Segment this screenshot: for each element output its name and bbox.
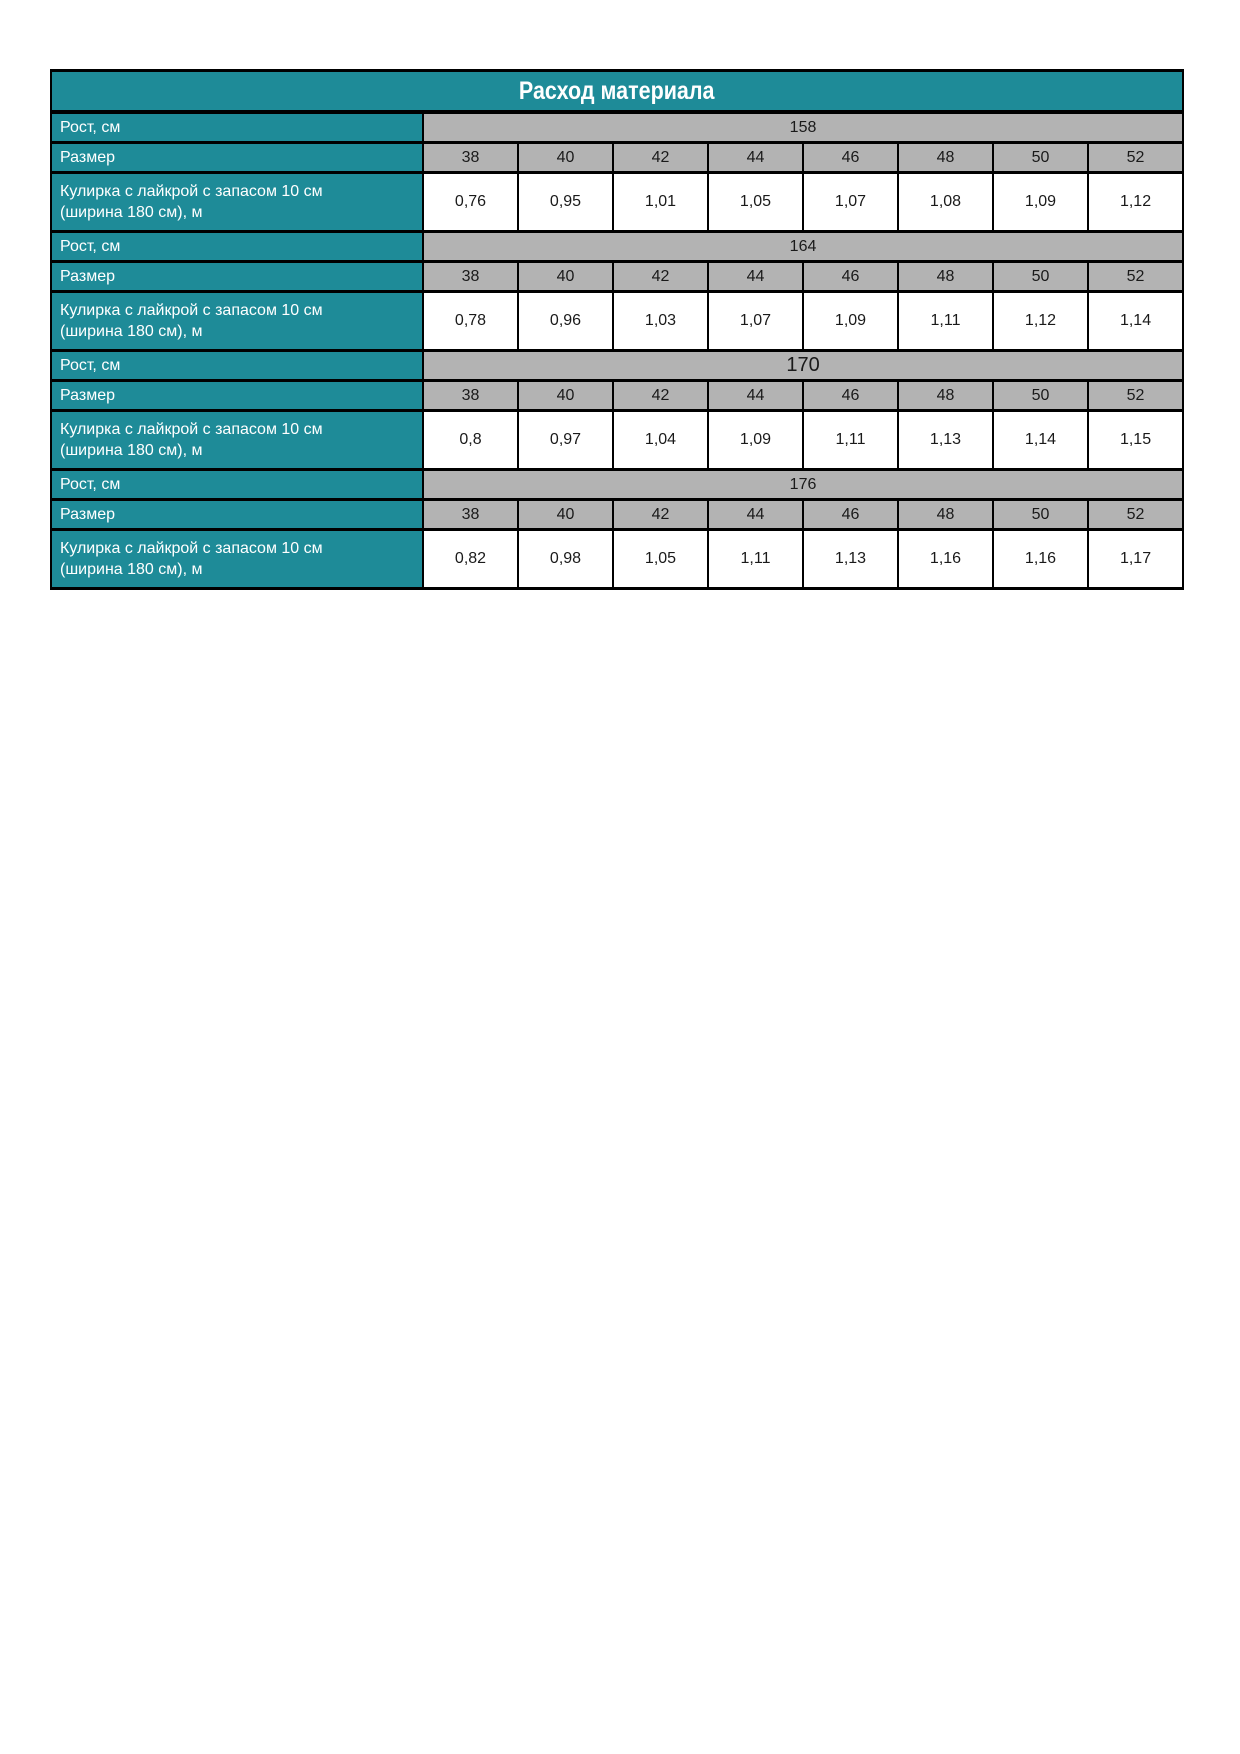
consumption-value-cell: 1,09 <box>708 411 803 470</box>
fabric-label-line1: Кулирка с лайкрой с запасом 10 см <box>60 302 323 319</box>
size-header-cell: 48 <box>898 262 993 292</box>
fabric-row <box>51 292 1183 351</box>
height-row <box>51 470 1183 500</box>
consumption-value-cell: 0,95 <box>518 173 613 232</box>
height-label-cell: Рост, см <box>51 232 423 262</box>
size-header-cell: 48 <box>898 381 993 411</box>
size-header-cell: 38 <box>423 262 518 292</box>
consumption-value-cell: 1,16 <box>993 530 1088 589</box>
fabric-label-line1: Кулирка с лайкрой с запасом 10 см <box>60 421 323 438</box>
size-header-cell: 38 <box>423 143 518 173</box>
fabric-row <box>51 530 1183 589</box>
consumption-value-cell: 1,08 <box>898 173 993 232</box>
consumption-value-cell: 0,96 <box>518 292 613 351</box>
size-header-cell: 44 <box>708 143 803 173</box>
size-header-cell: 46 <box>803 500 898 530</box>
consumption-value-cell: 0,78 <box>423 292 518 351</box>
size-row <box>51 500 1183 530</box>
consumption-value-cell: 1,07 <box>708 292 803 351</box>
consumption-value-cell: 1,13 <box>898 411 993 470</box>
size-header-cell: 44 <box>708 262 803 292</box>
consumption-value-cell: 1,07 <box>803 173 898 232</box>
fabric-label-line1: Кулирка с лайкрой с запасом 10 см <box>60 540 323 557</box>
consumption-table-body <box>51 71 1183 589</box>
fabric-label-cell <box>51 530 423 589</box>
size-label-cell: Размер <box>51 143 423 173</box>
size-header-cell: 38 <box>423 500 518 530</box>
size-header-cell: 42 <box>613 500 708 530</box>
size-header-cell: 42 <box>613 262 708 292</box>
consumption-value-cell: 1,11 <box>803 411 898 470</box>
consumption-value-cell: 1,16 <box>898 530 993 589</box>
size-header-cell: 50 <box>993 381 1088 411</box>
consumption-value-cell: 1,09 <box>803 292 898 351</box>
size-header-cell: 50 <box>993 500 1088 530</box>
height-label-cell: Рост, см <box>51 351 423 381</box>
consumption-value-cell: 1,01 <box>613 173 708 232</box>
height-label-cell: Рост, см <box>51 470 423 500</box>
size-label-cell: Размер <box>51 500 423 530</box>
size-header-cell: 40 <box>518 381 613 411</box>
size-header-cell: 52 <box>1088 262 1183 292</box>
size-row <box>51 381 1183 411</box>
fabric-label-line2: (ширина 180 см), м <box>60 561 203 578</box>
size-header-cell: 52 <box>1088 381 1183 411</box>
size-row <box>51 262 1183 292</box>
height-value-band: 170 <box>423 351 1183 381</box>
size-header-cell: 42 <box>613 381 708 411</box>
fabric-row <box>51 411 1183 470</box>
size-header-cell: 44 <box>708 500 803 530</box>
table-title <box>51 71 1183 113</box>
title-row <box>51 71 1183 113</box>
consumption-value-cell: 1,05 <box>613 530 708 589</box>
size-header-cell: 38 <box>423 381 518 411</box>
size-header-cell: 42 <box>613 143 708 173</box>
fabric-label-line2: (ширина 180 см), м <box>60 442 203 459</box>
height-value-band: 158 <box>423 112 1183 143</box>
consumption-value-cell: 0,76 <box>423 173 518 232</box>
height-value-band: 176 <box>423 470 1183 500</box>
size-header-cell: 40 <box>518 262 613 292</box>
height-value-band: 164 <box>423 232 1183 262</box>
consumption-value-cell: 0,98 <box>518 530 613 589</box>
consumption-value-cell: 1,17 <box>1088 530 1183 589</box>
consumption-value-cell: 1,15 <box>1088 411 1183 470</box>
size-header-cell: 46 <box>803 262 898 292</box>
consumption-value-cell: 0,82 <box>423 530 518 589</box>
fabric-label-cell <box>51 173 423 232</box>
fabric-label-line1: Кулирка с лайкрой с запасом 10 см <box>60 183 323 200</box>
table-title-text: Расход материала <box>519 76 715 105</box>
consumption-value-cell: 1,14 <box>1088 292 1183 351</box>
height-row <box>51 232 1183 262</box>
height-row <box>51 112 1183 143</box>
size-label-cell: Размер <box>51 262 423 292</box>
consumption-value-cell: 0,97 <box>518 411 613 470</box>
consumption-value-cell: 1,12 <box>1088 173 1183 232</box>
consumption-value-cell: 1,14 <box>993 411 1088 470</box>
size-label-cell: Размер <box>51 381 423 411</box>
size-header-cell: 48 <box>898 143 993 173</box>
fabric-label-line2: (ширина 180 см), м <box>60 323 203 340</box>
consumption-value-cell: 1,12 <box>993 292 1088 351</box>
consumption-value-cell: 1,13 <box>803 530 898 589</box>
size-header-cell: 46 <box>803 381 898 411</box>
size-header-cell: 40 <box>518 500 613 530</box>
size-header-cell: 52 <box>1088 143 1183 173</box>
size-header-cell: 46 <box>803 143 898 173</box>
consumption-value-cell: 1,03 <box>613 292 708 351</box>
size-header-cell: 44 <box>708 381 803 411</box>
size-header-cell: 48 <box>898 500 993 530</box>
fabric-label-cell <box>51 292 423 351</box>
consumption-value-cell: 1,09 <box>993 173 1088 232</box>
consumption-value-cell: 1,04 <box>613 411 708 470</box>
fabric-label-line2: (ширина 180 см), м <box>60 204 203 221</box>
fabric-label-cell <box>51 411 423 470</box>
consumption-value-cell: 0,8 <box>423 411 518 470</box>
height-label-cell: Рост, см <box>51 112 423 143</box>
size-header-cell: 40 <box>518 143 613 173</box>
consumption-value-cell: 1,05 <box>708 173 803 232</box>
height-row <box>51 351 1183 381</box>
size-header-cell: 50 <box>993 262 1088 292</box>
material-consumption-table <box>50 69 1184 590</box>
consumption-value-cell: 1,11 <box>708 530 803 589</box>
fabric-row <box>51 173 1183 232</box>
size-header-cell: 52 <box>1088 500 1183 530</box>
size-header-cell: 50 <box>993 143 1088 173</box>
consumption-value-cell: 1,11 <box>898 292 993 351</box>
size-row <box>51 143 1183 173</box>
